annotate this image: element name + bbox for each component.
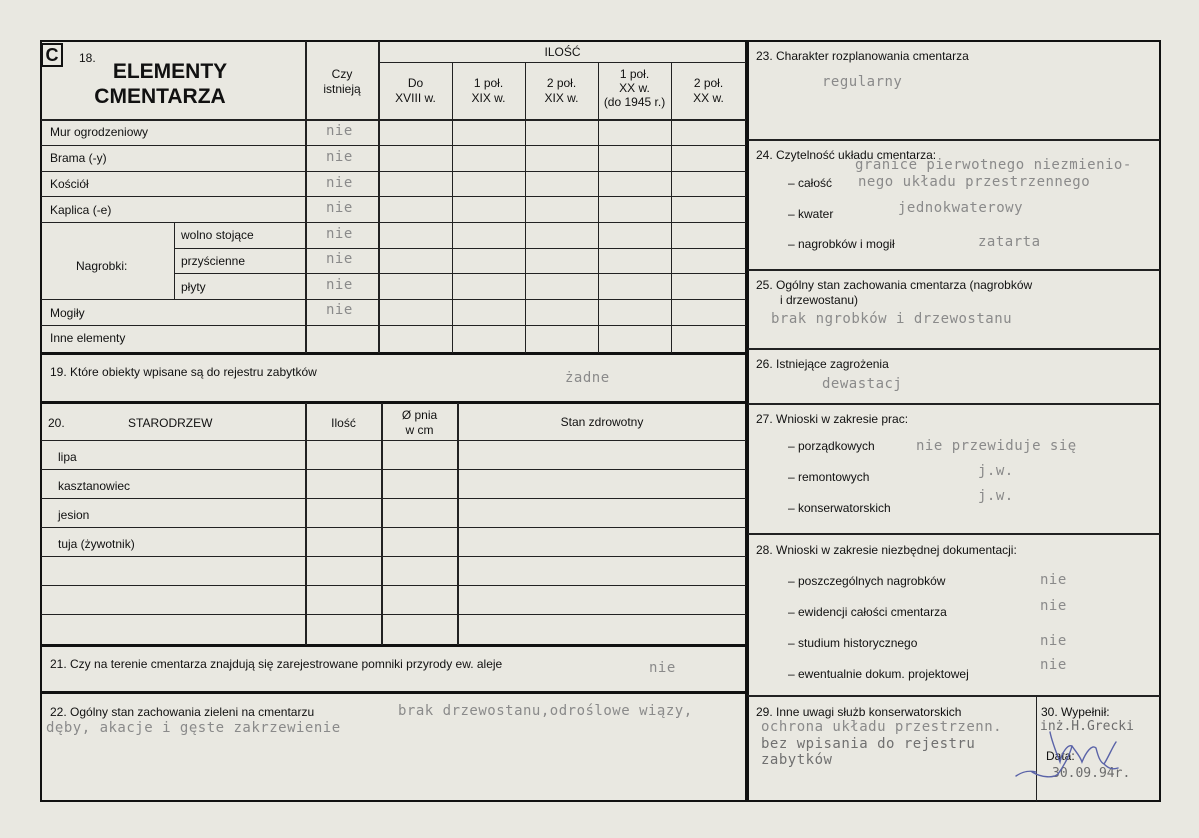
q20-col-stan: Stan zdrowotny [560,415,644,429]
tree-row-2: jesion [58,508,90,522]
period-col-4: 2 poł. XX w. [693,76,724,105]
exists-value-6: nie [326,277,353,293]
q27-label: 27. Wnioski w zakresie prac: [756,412,909,426]
q23-label: 23. Charakter rozplanowania cmentarza [756,49,969,63]
exists-value-4: nie [326,226,353,242]
q27-item-2-label: – konserwatorskich [788,501,891,515]
q22-answer-line1: brak drzewostanu,odroślowe wiązy, [398,703,693,719]
elements-title-line1: ELEMENTY [112,60,228,83]
q28-item-1-answer: nie [1040,598,1067,614]
element-label-2: Kościół [50,177,89,191]
q27-item-2-answer: j.w. [978,488,1014,504]
q29-answer2: bez wpisania do rejestru [761,736,976,752]
element-label-3: Kaplica (-e) [50,203,112,217]
exists-value-0: nie [326,123,353,139]
period-col-3: 1 poł. XX w. (do 1945 r.) [603,67,666,109]
q27-item-0-answer: nie przewiduje się [916,438,1077,454]
q21-answer: nie [649,660,676,676]
q24-calosc-label: – całość [788,176,833,190]
q19-label: 19. Które obiekty wpisane są do rejestru zabytków [50,365,317,379]
tree-row-3: tuja (żywotnik) [58,537,135,551]
section-letter-box: C [41,43,63,67]
q24-calosc-answer1: granice pierwotnego niezmienio- [855,157,1132,173]
exists-col-header: Czy istnieją [323,67,361,96]
q28-item-2-answer: nie [1040,633,1067,649]
q26-answer: dewastacj [822,376,903,392]
element-label-1: Brama (-y) [50,151,107,165]
q25-label1: 25. Ogólny stan zachowania cmentarza (nagrobków [756,278,1033,292]
q28-item-3-answer: nie [1040,657,1067,673]
element-label-4: wolno stojące [181,228,254,242]
q28-item-2-label: – studium historycznego [788,636,918,650]
q22-label: 22. Ogólny stan zachowania zieleni na cmentarzu [50,705,315,719]
q26-label: 26. Istniejące zagrożenia [756,357,889,371]
q24-kwater-label: – kwater [788,207,834,221]
q27-item-0-label: – porządkowych [788,439,875,453]
q20-col-pnia: Ø pnia w cm [401,408,438,437]
handwritten-signature [1012,722,1142,782]
q20-col-ilosc: Ilość [331,416,356,430]
nagrobki-label: Nagrobki: [76,259,128,273]
element-label-0: Mur ogrodzeniowy [50,125,149,139]
q28-item-3-label: – ewentualnie dokum. projektowej [788,667,969,681]
tree-row-0: lipa [58,450,77,464]
q29-answer3: zabytków [761,752,833,768]
exists-value-1: nie [326,149,353,165]
q25-label2: i drzewostanu) [780,293,859,307]
q28-item-1-label: – ewidencji całości cmentarza [788,605,947,619]
section-18-number: 18. [79,51,96,65]
q28-label: 28. Wnioski w zakresie niezbędnej dokumentacji: [756,543,1017,557]
q30-name: inż.H.Grecki [1040,719,1134,734]
elements-title-line2: CMENTARZA [94,85,226,108]
q30-label: 30. Wypełnił: [1041,705,1110,719]
q19-answer: żadne [565,370,610,386]
q20-number: 20. [48,416,65,430]
q30-date: 30.09.94r. [1052,766,1131,781]
q28-item-0-answer: nie [1040,572,1067,588]
section-20-frame [40,402,747,646]
element-label-8: Inne elementy [50,331,126,345]
q29-answer1: ochrona układu przestrzenn. [761,719,1003,735]
q25-answer: brak ngrobków i drzewostanu [771,311,1013,327]
element-label-7: Mogiły [50,306,85,320]
period-col-1: 1 poł. XIX w. [471,76,506,105]
element-label-6: płyty [181,280,206,294]
q22-answer-line2: dęby, akacje i gęste zakrzewienie [46,720,341,736]
q24-nagrobkow-label: – nagrobków i mogił [788,237,895,251]
ilosc-col-header: ILOŚĆ [544,45,581,59]
q27-item-1-label: – remontowych [788,470,870,484]
q30-date-label: Data: [1046,749,1075,763]
tree-row-1: kasztanowiec [58,479,131,493]
exists-value-3: nie [326,200,353,216]
q21-label: 21. Czy na terenie cmentarza znajdują się zarejestrowane pomniki przyrody ew. aleje [50,657,503,671]
period-col-0: Do XVIII w. [395,76,436,105]
q23-answer: regularny [822,74,903,90]
q24-label: 24. Czytelność układu cmentarza: [756,148,937,162]
q20-title: STARODRZEW [128,416,213,430]
q24-kwater-answer: jednokwaterowy [898,200,1024,216]
q27-item-1-answer: j.w. [978,463,1014,479]
q29-label: 29. Inne uwagi służb konserwatorskich [756,705,962,719]
q28-item-0-label: – poszczególnych nagrobków [788,574,946,588]
exists-value-7: nie [326,302,353,318]
q24-nagrobkow-answer: zatarta [978,234,1041,250]
exists-value-2: nie [326,175,353,191]
period-col-2: 2 poł. XIX w. [544,76,579,105]
q24-calosc-answer2: nego układu przestrzennego [858,174,1091,190]
element-label-5: przyścienne [181,254,246,268]
exists-value-5: nie [326,251,353,267]
